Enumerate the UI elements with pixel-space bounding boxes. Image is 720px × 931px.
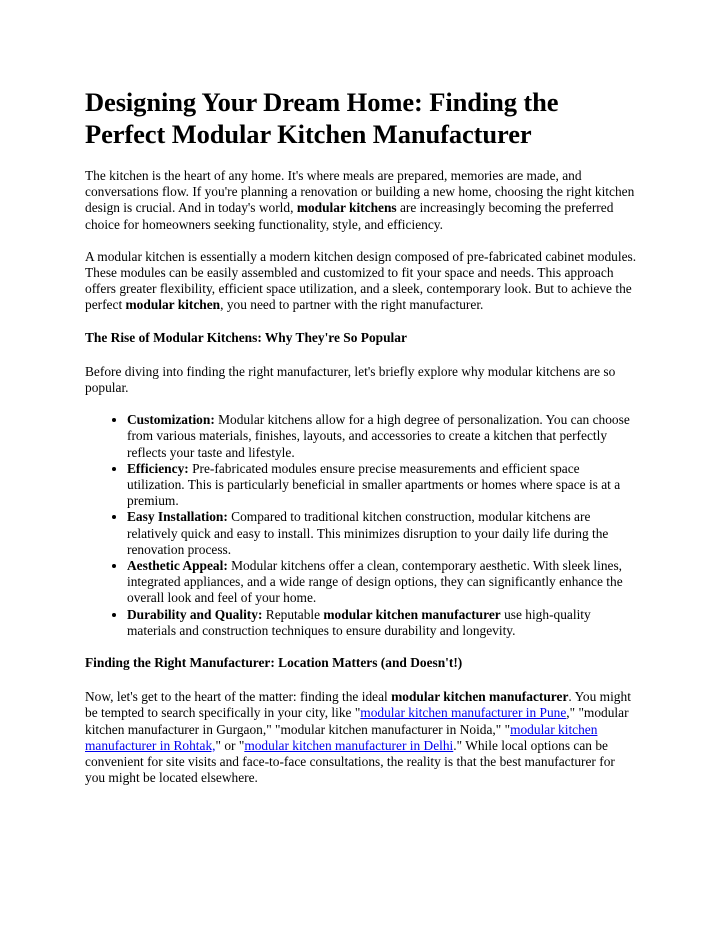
finding-text-5: ." While local options can be convenient for site visits and face-to-face consultations, the reality is that the best manufacturer for you might be located elsewhere. xyxy=(85,737,615,786)
list-item xyxy=(127,509,637,558)
list-item xyxy=(127,461,637,510)
list-item-text: Reputable xyxy=(262,606,324,622)
definition-paragraph xyxy=(85,249,637,314)
list-item xyxy=(127,558,637,607)
link-delhi[interactable]: modular kitchen manufacturer in Delhi xyxy=(244,737,454,753)
finding-text-2: . You might be tempted to search specifically in your city, like " xyxy=(85,689,631,721)
document-page xyxy=(85,86,637,803)
intro-text-1: The kitchen is the heart of any home. It's where meals are prepared, memories are made, and conversations flow. If you're planning a renovation or building a new home, choosing the right kitchen design is crucial. And in today's world, xyxy=(85,168,635,216)
finding-bold-term: modular kitchen manufacturer xyxy=(391,689,569,705)
list-item xyxy=(127,412,637,461)
list-item-term: Durability and Quality: xyxy=(127,606,263,622)
intro-bold-term: modular kitchens xyxy=(296,200,397,216)
list-item-text: Modular kitchens offer a clean, contemporary aesthetic. With sleek lines, integrated appliances, and a wide range of design options, they can significantly enhance the overall look and feel of your home. xyxy=(127,558,623,606)
finding-paragraph xyxy=(85,689,637,786)
list-item-term: Aesthetic Appeal: xyxy=(127,558,228,574)
section-heading-rise: The Rise of Modular Kitchens: Why They're So Popular xyxy=(85,329,407,345)
link-pune[interactable]: modular kitchen manufacturer in Pune xyxy=(360,705,567,721)
finding-text-1: Now, let's get to the heart of the matter: finding the ideal xyxy=(85,689,392,705)
list-item-term: Efficiency: xyxy=(127,460,189,476)
rise-paragraph: Before diving into finding the right manufacturer, let's briefly explore why modular kitchens are so popular. xyxy=(85,363,616,396)
list-item-text: Compared to traditional kitchen construction, modular kitchens are relatively quick and easy to install. This minimizes disruption to your daily life during the renovation process. xyxy=(127,509,609,557)
intro-text-2: are increasingly becoming the preferred choice for homeowners seeking functionality, style, and efficiency. xyxy=(85,200,614,232)
section-heading-finding: Finding the Right Manufacturer: Location Matters (and Doesn't!) xyxy=(85,655,463,671)
finding-text-4: " or " xyxy=(215,737,245,753)
link-rohtak[interactable]: modular kitchen manufacturer in Rohtak, xyxy=(85,721,598,753)
list-item-text: use high-quality materials and construction techniques to ensure durability and longevity. xyxy=(127,606,591,638)
page-title: Designing Your Dream Home: Finding the Perfect Modular Kitchen Manufacturer xyxy=(85,87,559,149)
list-item-text: Modular kitchens allow for a high degree of personalization. You can choose from various materials, finishes, layouts, and accessories to create a kitchen that perfectly reflects your taste and lifestyle. xyxy=(127,412,630,460)
definition-text-2: , you need to partner with the right manufacturer. xyxy=(220,297,484,313)
list-item-text: Pre-fabricated modules ensure precise measurements and efficient space utilization. This is particularly beneficial in smaller apartments or homes where space is at a premium. xyxy=(127,460,621,509)
list-item-term: Customization: xyxy=(127,412,215,428)
list-item xyxy=(127,607,637,639)
finding-text-3: ," "modular kitchen manufacturer in Gurgaon," "modular kitchen manufacturer in Noida," " xyxy=(85,705,629,737)
definition-bold-term: modular kitchen xyxy=(125,297,221,313)
intro-paragraph xyxy=(85,168,637,233)
definition-text-1: A modular kitchen is essentially a modern kitchen design composed of pre-fabricated cabinet modules. These modules can be easily assembled and customized to fit your space and needs. This approach offers greater flexibility, efficient space utilization, and a sleek, contemporary look. But to achieve the perfect xyxy=(85,248,637,313)
list-item-bold-term: modular kitchen manufacturer xyxy=(323,606,501,622)
list-item-term: Easy Installation: xyxy=(127,509,228,525)
benefits-list xyxy=(85,412,637,639)
